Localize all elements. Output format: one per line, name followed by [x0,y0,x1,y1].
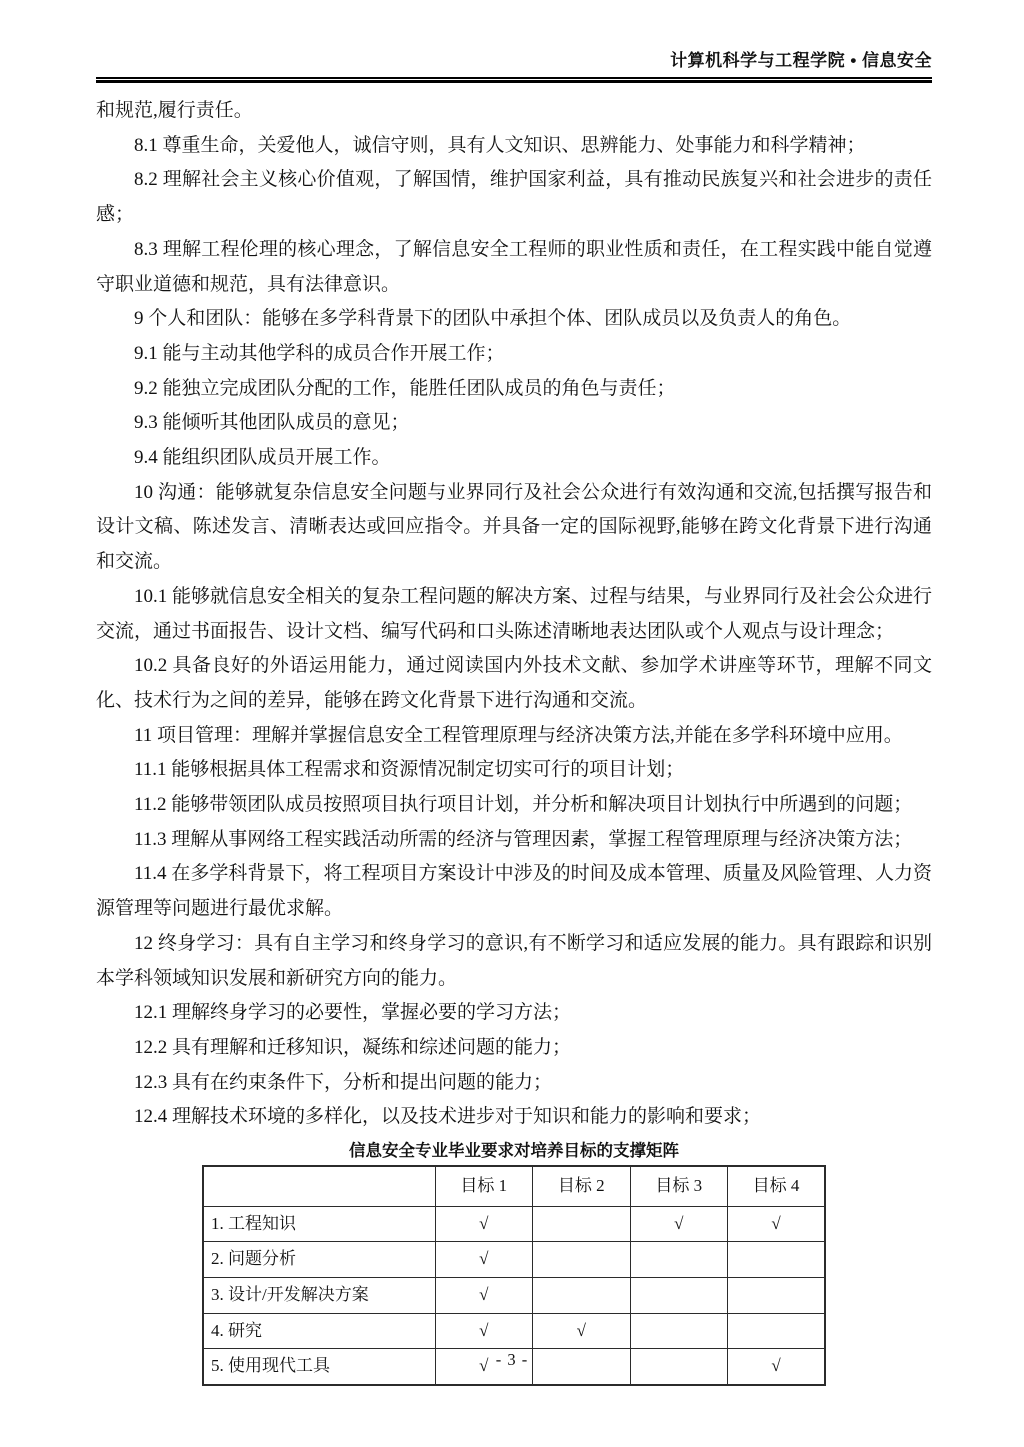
paragraph: 9.2 能独立完成团队分配的工作，能胜任团队成员的角色与责任； [134,377,676,399]
matrix-col-header: 目标 3 [630,1166,728,1206]
paragraph: 9.4 能组织团队成员开展工作。 [134,447,391,469]
header-title: 计算机科学与工程学院 • 信息安全 [670,51,932,70]
empty-cell [728,1313,826,1349]
table-row [203,1206,825,1242]
paragraph: 12 终身学习：具有自主学习和终身学习的意识,有不断学习和适应发展的能力。具有跟踪和识别本学科领域知识发展和新研究方向的能力。 [96,932,932,989]
matrix-header-row [203,1166,825,1206]
check-mark: √ [435,1313,533,1349]
empty-cell [533,1242,631,1278]
table-row [203,1278,825,1314]
empty-cell [630,1313,728,1349]
header-rule [96,77,932,83]
paragraph-list [96,94,932,1135]
matrix-col-header: 目标 2 [533,1166,631,1206]
paragraph: 10 沟通：能够就复杂信息安全问题与业界同行及社会公众进行有效沟通和交流,包括撰写报告和设计文稿、陈述发言、清晰表达或回应指令。并具备一定的国际视野,能够在跨文化背景下进行沟通和交流。 [96,481,932,573]
table-row [203,1313,825,1349]
empty-cell [533,1278,631,1314]
row-label: 3. 设计/开发解决方案 [203,1278,435,1314]
paragraph: 11.1 能够根据具体工程需求和资源情况制定切实可行的项目计划； [134,759,685,781]
check-mark: √ [630,1206,728,1242]
table-title: 信息安全专业毕业要求对培养目标的支撑矩阵 [349,1142,679,1161]
table-row [203,1242,825,1278]
check-mark: √ [435,1206,533,1242]
row-label: 4. 研究 [203,1313,435,1349]
empty-cell [533,1206,631,1242]
matrix-col-header: 目标 4 [728,1166,826,1206]
page-header [96,0,932,83]
paragraph: 8.2 理解社会主义核心价值观，了解国情，维护国家利益，具有推动民族复兴和社会进步的责任感； [96,169,932,226]
check-mark: √ [728,1349,826,1385]
check-mark: √ [435,1242,533,1278]
paragraph: 11.3 理解从事网络工程实践活动所需的经济与管理因素，掌握工程管理原理与经济决策方法； [134,828,913,850]
paragraph: 8.3 理解工程伦理的核心理念，了解信息安全工程师的职业性质和责任，在工程实践中能自觉遵守职业道德和规范，具有法律意识。 [96,238,932,295]
page-number: - 3 - [495,1350,529,1369]
paragraph: 12.3 具有在约束条件下，分析和提出问题的能力； [134,1071,553,1093]
paragraph: 10.2 具备良好的外语运用能力，通过阅读国内外技术文献、参加学术讲座等环节，理解不同文化、技术行为之间的差异，能够在跨文化背景下进行沟通和交流。 [96,655,932,711]
paragraph: 11.4 在多学科背景下，将工程项目方案设计中涉及的时间及成本管理、质量及风险管理、人力资源管理等问题进行最优求解。 [96,863,932,920]
check-mark: √ [435,1278,533,1314]
paragraph: 9.1 能与主动其他学科的成员合作开展工作； [134,342,505,364]
paragraph: 12.2 具有理解和迁移知识，凝练和综述问题的能力； [134,1036,572,1058]
matrix-corner-cell [203,1166,435,1206]
matrix-col-header: 目标 1 [435,1166,533,1206]
row-label: 1. 工程知识 [203,1206,435,1242]
paragraph: 11.2 能够带领团队成员按照项目执行项目计划，并分析和解决项目计划执行中所遇到的问题； [134,794,913,816]
paragraph: 9 个人和团队：能够在多学科背景下的团队中承担个体、团队成员以及负责人的角色。 [134,308,852,330]
row-label: 2. 问题分析 [203,1242,435,1278]
empty-cell [630,1242,728,1278]
paragraph: 11 项目管理：理解并掌握信息安全工程管理原理与经济决策方法,并能在多学科环境中应用。 [134,724,903,746]
paragraph: 12.1 理解终身学习的必要性，掌握必要的学习方法； [134,1002,572,1024]
paragraph: 12.4 理解技术环境的多样化，以及技术进步对于知识和能力的影响和要求； [134,1106,762,1128]
empty-cell [630,1278,728,1314]
paragraph: 10.1 能够就信息安全相关的复杂工程问题的解决方案、过程与结果，与业界同行及社会公众进行交流，通过书面报告、设计文档、编写代码和口头陈述清晰地表达团队或个人观点与设计理念； [96,585,933,642]
empty-cell [728,1278,826,1314]
check-mark: √ [435,1349,533,1385]
page-footer [0,1350,1024,1370]
document-body [96,94,932,1386]
check-mark: √ [533,1313,631,1349]
check-mark: √ [728,1206,826,1242]
paragraph: 9.3 能倾听其他团队成员的意见； [134,412,410,434]
paragraph: 8.1 尊重生命，关爱他人，诚信守则，具有人文知识、思辨能力、处事能力和科学精神； [134,134,866,156]
empty-cell [728,1242,826,1278]
row-label: 5. 使用现代工具 [203,1349,435,1385]
paragraph: 和规范,履行责任。 [96,100,253,121]
